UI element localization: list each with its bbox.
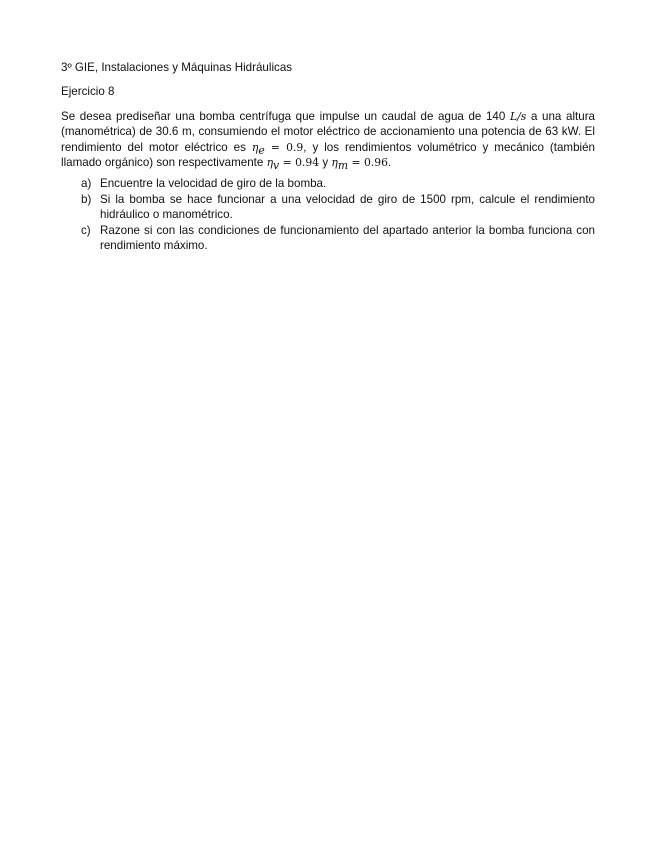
question-label: b) — [81, 192, 92, 206]
question-text: Encuentre la velocidad de giro de la bomba. — [100, 177, 327, 191]
statement-text-5: . — [388, 156, 392, 170]
statement-text-4: y — [319, 156, 332, 170]
statement-text-2: a una altura (manométrica) de 30.6 m, consumiendo el motor eléctrico de accionamiento una potencia de 63 kW. El rendimiento del motor eléctrico es — [61, 109, 596, 154]
problem-statement — [61, 109, 595, 171]
question-list — [61, 176, 595, 253]
list-item — [61, 192, 595, 223]
volumetric-efficiency: $\eta_v = 0.94$ — [266, 156, 320, 173]
motor-efficiency: $\eta_e = 0.9$ — [251, 140, 304, 157]
exercise-title: Ejercicio 8 — [61, 85, 115, 99]
list-item — [61, 223, 595, 254]
question-text: Si la bomba se hace funcionar a una velocidad de giro de 1500 rpm, calcule el rendimiento hidráulico o manométrico. — [100, 192, 595, 222]
statement-text-3: , y los rendimientos volumétrico y mecánico (también llamado orgánico) son respectivamente — [61, 140, 595, 170]
question-text: Razone si con las condiciones de funcionamiento del apartado anterior la bomba funciona con rendimiento máximo. — [100, 223, 595, 253]
document-page — [61, 60, 595, 253]
statement-text-1: Se desea prediseñar una bomba centrífuga que impulse un caudal de agua de 140 — [61, 109, 510, 123]
flow-unit: L/s — [509, 109, 527, 123]
question-label: c) — [81, 223, 91, 237]
mechanical-efficiency: $\eta_m = 0.96$ — [331, 156, 389, 173]
list-item — [61, 176, 595, 191]
question-label: a) — [81, 177, 92, 191]
course-title: 3º GIE, Instalaciones y Máquinas Hidráulicas — [61, 61, 293, 74]
